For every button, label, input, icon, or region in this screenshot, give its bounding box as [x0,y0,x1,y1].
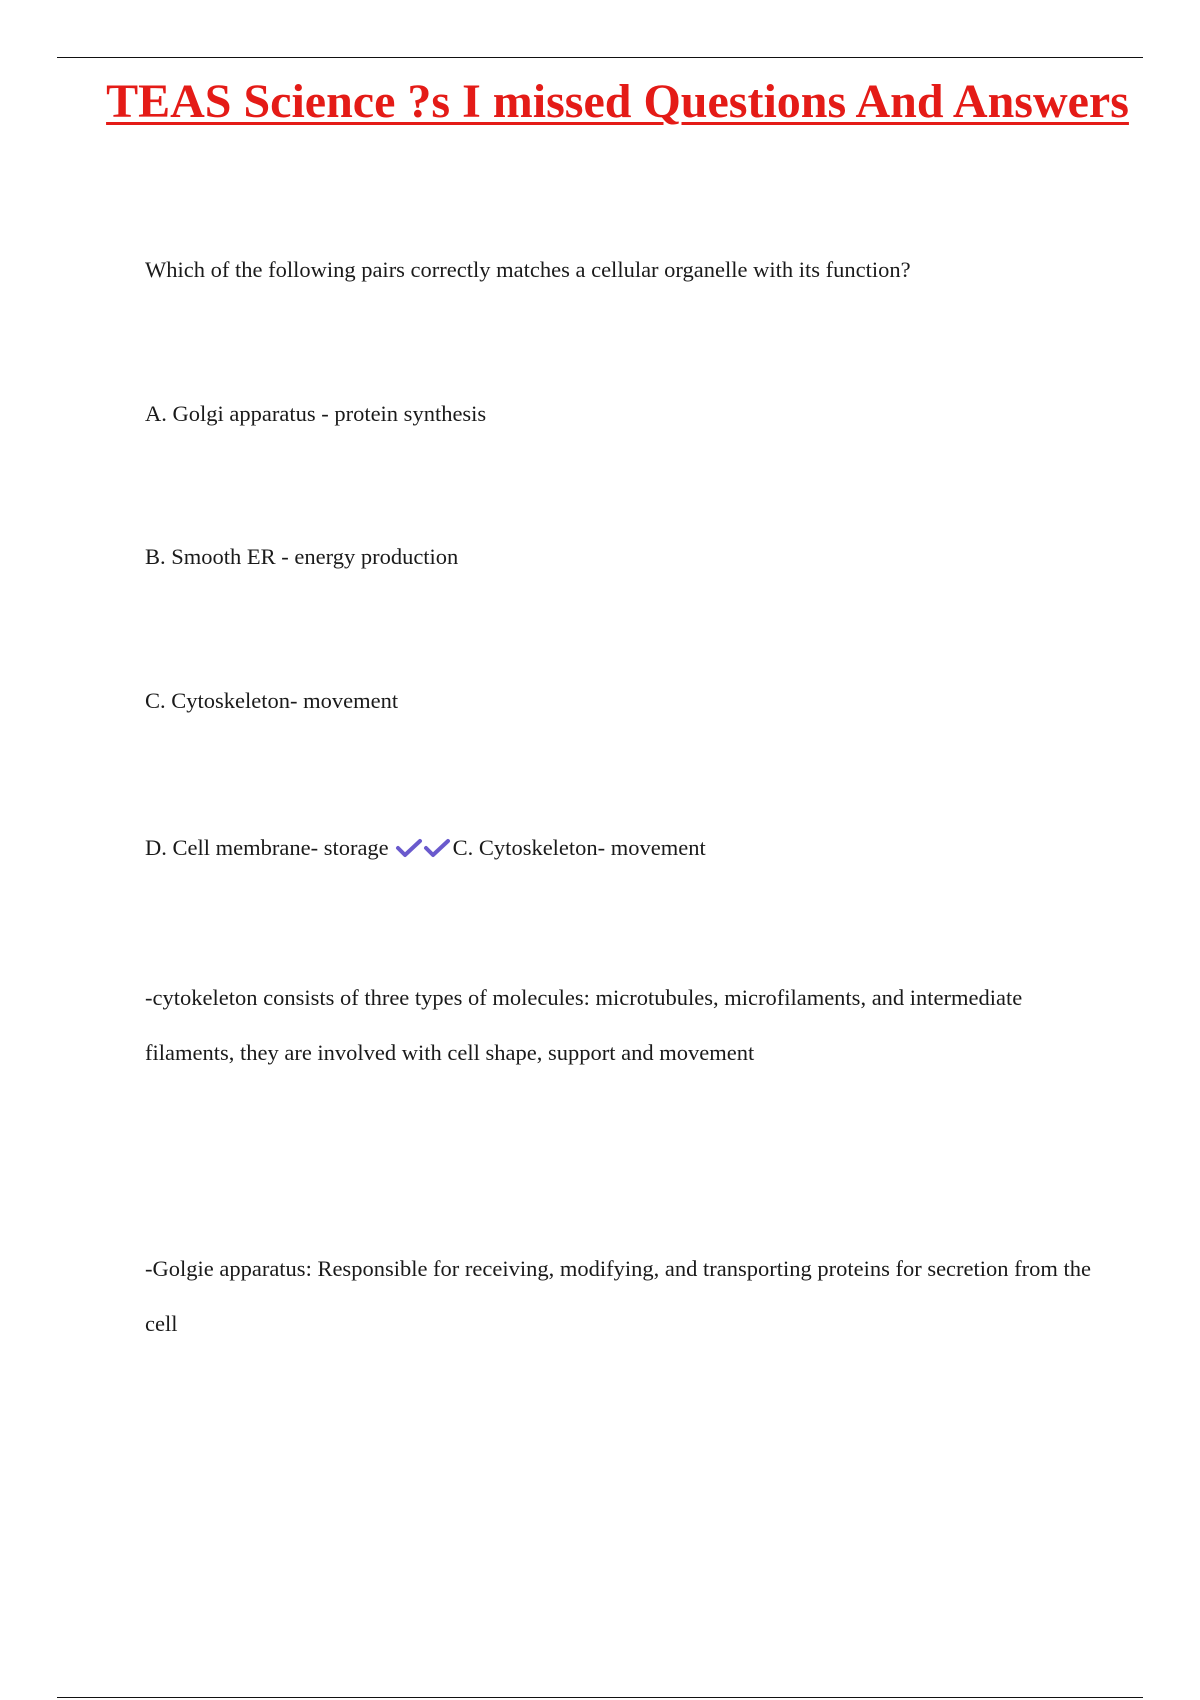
answer-checkmarks [395,835,451,860]
top-rule [57,57,1143,58]
option-d: D. Cell membrane- storage [145,835,389,860]
answer-text: C. Cytoskeleton- movement [452,835,706,860]
explanation-golgi: -Golgie apparatus: Responsible for receiving, modifying, and transporting proteins for secretion from the cell [145,1256,1091,1336]
option-d-row [145,834,706,862]
document-title: TEAS Science ?s I missed Questions And Answers [106,75,1129,128]
question-text: Which of the following pairs correctly matches a cellular organelle with its function? [145,257,911,282]
bottom-rule [57,1697,1143,1698]
checkmark-icon [395,837,423,859]
option-b: B. Smooth ER - energy production [145,544,459,569]
option-a: A. Golgi apparatus - protein synthesis [145,401,487,426]
checkmark-icon [423,837,451,859]
explanation-cytoskeleton: -cytokeleton consists of three types of molecules: microtubules, microfilaments, and intermediate filaments, they are involved with cell shape, support and movement [145,985,1023,1065]
option-c: C. Cytoskeleton- movement [145,688,399,713]
